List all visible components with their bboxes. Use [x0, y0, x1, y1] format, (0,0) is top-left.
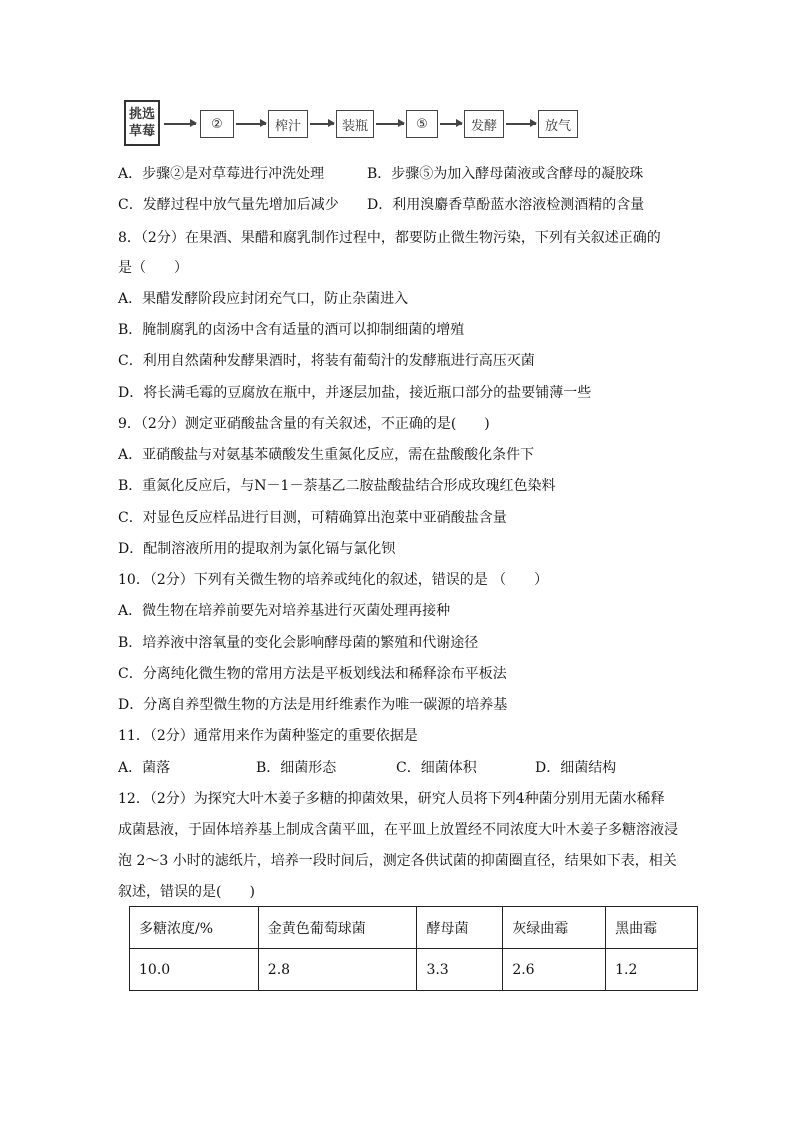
table-header-cell: 酵母菌	[417, 907, 503, 949]
q10-stem: 10．（2分）下列有关微生物的培养或纯化的叙述，错误的是 （ ）	[118, 572, 549, 588]
table-cell: 2.8	[258, 949, 417, 991]
q10-option-b: B．培养液中溶氧量的变化会影响酵母菌的繁殖和代谢途径	[118, 635, 479, 651]
q10-option-a: A．微生物在培养前要先对培养基进行灭菌处理再接种	[118, 603, 451, 619]
q10-option-d: D．分离自养型微生物的方法是用纤维素作为唯一碳源的培养基	[118, 697, 508, 713]
q12-results-table	[129, 906, 698, 991]
q12-stem-line4: 叙述，错误的是( )	[118, 884, 255, 900]
q12-stem-line3: 泡 2～3 小时的滤纸片，培养一段时间后，测定各供试菌的抑菌圈直径，结果如下表，相关	[118, 853, 677, 869]
flow-step-bottle: 装瓶	[336, 110, 374, 138]
table-cell: 2.6	[503, 949, 606, 991]
q7-option-b: B．步骤⑤为加入酵母菌液或含酵母的凝胶珠	[367, 166, 644, 182]
flow-arrow	[164, 123, 196, 125]
q12-stem-line1: 12．（2分）为探究大叶木姜子多糖的抑菌效果，研究人员将下列4种菌分别用无菌水稀释	[118, 791, 665, 807]
q7-option-c: C．发酵过程中放气量先增加后减少	[118, 197, 339, 213]
q9-option-c: C．对显色反应样品进行目测，可精确算出泡菜中亚硝酸盐含量	[118, 510, 507, 526]
q7-option-a: A．步骤②是对草莓进行冲洗处理	[118, 166, 325, 182]
table-header-row	[130, 907, 698, 949]
q8-option-b: B．腌制腐乳的卤汤中含有适量的酒可以抑制细菌的增殖	[118, 322, 465, 338]
flow-arrow	[310, 123, 334, 125]
q8-option-a: A．果醋发酵阶段应封闭充气口，防止杂菌进入	[118, 291, 409, 307]
table-row	[130, 949, 698, 991]
flow-arrow	[236, 123, 266, 125]
table-cell: 1.2	[606, 949, 698, 991]
table-header-cell: 黑曲霉	[606, 907, 698, 949]
q11-option-c: C．细菌体积	[396, 760, 477, 776]
q8-stem-line1: 8．（2分）在果酒、果醋和腐乳制作过程中，都要防止微生物污染，下列有关叙述正确的	[118, 230, 661, 246]
process-flow-diagram	[124, 100, 584, 148]
q7-option-d: D．利用溴麝香草酚蓝水溶液检测酒精的含量	[367, 197, 645, 213]
flow-step-label: 挑选	[128, 107, 155, 122]
table-header-cell: 灰绿曲霉	[503, 907, 606, 949]
q11-stem: 11．（2分）通常用来作为菌种鉴定的重要依据是	[118, 728, 418, 744]
flow-step-select-strawberry	[124, 100, 160, 146]
q9-option-a: A．亚硝酸盐与对氨基苯磺酸发生重氮化反应，需在盐酸酸化条件下	[118, 447, 535, 463]
flow-step-ferment: 发酵	[464, 110, 504, 138]
flow-arrow	[506, 123, 536, 125]
q8-stem-line2: 是（ ）	[118, 260, 188, 276]
q10-option-c: C．分离纯化微生物的常用方法是平板划线法和稀释涂布平板法	[118, 666, 507, 682]
q11-option-a: A．菌落	[118, 760, 171, 776]
flow-arrow	[376, 123, 404, 125]
table-header-cell: 多糖浓度/%	[130, 907, 259, 949]
q8-option-d: D．将长满毛霉的豆腐放在瓶中，并逐层加盐，接近瓶口部分的盐要铺薄一些	[118, 385, 592, 401]
table-cell: 3.3	[417, 949, 503, 991]
q11-option-b: B．细菌形态	[256, 760, 337, 776]
q12-stem-line2: 成菌悬液，于固体培养基上制成含菌平皿，在平皿上放置经不同浓度大叶木姜子多糖溶液浸	[118, 822, 678, 838]
flow-arrow	[440, 123, 462, 125]
table-cell: 10.0	[130, 949, 259, 991]
q11-option-d: D．细菌结构	[535, 760, 617, 776]
q9-stem: 9．（2分）测定亚硝酸盐含量的有关叙述，不正确的是( )	[118, 416, 490, 432]
flow-step-2: ②	[200, 110, 234, 138]
flow-step-label: 草莓	[128, 124, 155, 139]
q9-option-d: D．配制溶液所用的提取剂为氯化镉与氯化钡	[118, 541, 396, 557]
flow-step-5: ⑤	[406, 110, 438, 138]
flow-step-vent: 放气	[538, 110, 578, 138]
flow-step-juice: 榨汁	[268, 110, 308, 138]
q9-option-b: B．重氮化反应后，与N－1－萘基乙二胺盐酸盐结合形成玫瑰红色染料	[118, 478, 556, 494]
q8-option-c: C．利用自然菌种发酵果酒时，将装有葡萄汁的发酵瓶进行高压灭菌	[118, 353, 535, 369]
table-header-cell: 金黄色葡萄球菌	[258, 907, 417, 949]
